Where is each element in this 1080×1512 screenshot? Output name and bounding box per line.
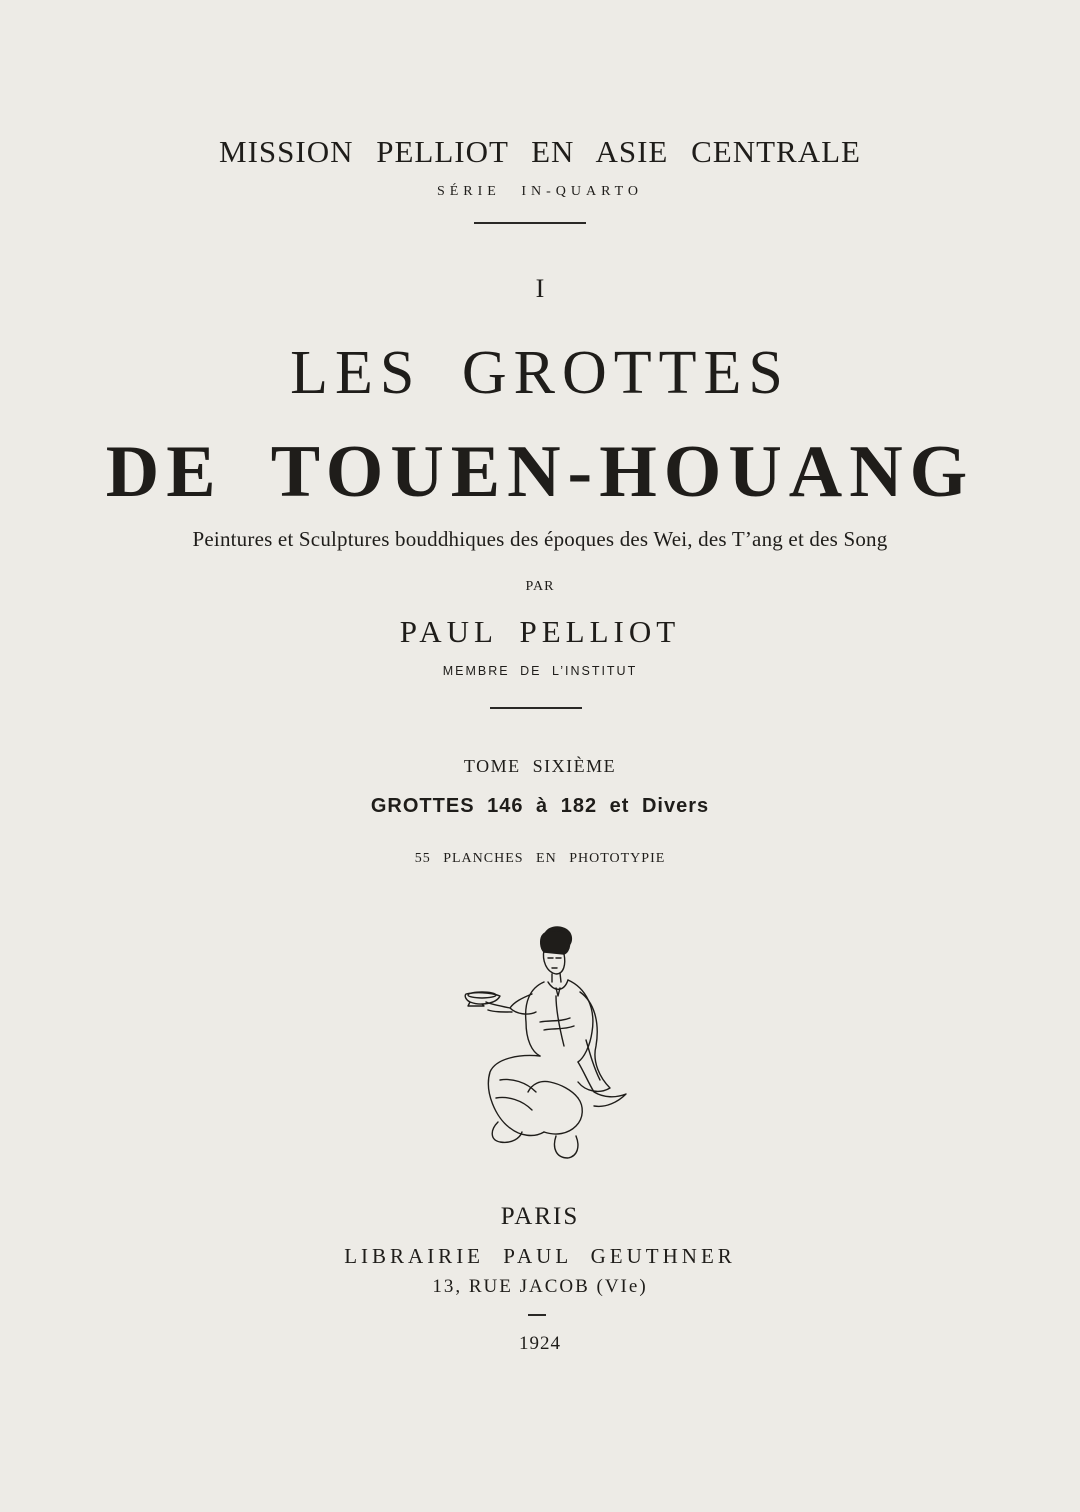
- author-name: PAUL PELLIOT: [399, 614, 681, 649]
- author-role: MEMBRE DE L’INSTITUT: [442, 664, 638, 678]
- divider-middle: [490, 707, 582, 709]
- imprint-publisher: LIBRAIRIE PAUL GEUTHNER: [344, 1244, 736, 1268]
- kneeling-figure-with-cup-icon: [460, 922, 640, 1162]
- plates-note: 55 PLANCHES EN PHOTOTYPIE: [414, 851, 666, 866]
- title-line-1: LES GROTTES: [290, 339, 790, 407]
- divider-dash: [528, 1314, 546, 1316]
- imprint-address: 13, RUE JACOB (VIe): [432, 1276, 648, 1297]
- imprint-place: PARIS: [500, 1203, 580, 1230]
- imprint-year: 1924: [519, 1333, 561, 1354]
- series-subtitle: SÉRIE IN-QUARTO: [436, 184, 644, 199]
- volume-number: I: [535, 274, 545, 303]
- subtitle: Peintures et Sculptures bouddhiques des époques des Wei, des T’ang et des Song: [192, 527, 888, 551]
- series-title: MISSION PELLIOT EN ASIE CENTRALE: [219, 134, 861, 169]
- tome-contents: GROTTES 146 à 182 et Divers: [370, 795, 710, 817]
- divider-top: [474, 222, 586, 224]
- by-label: PAR: [525, 579, 555, 594]
- title-line-2: DE TOUEN-HOUANG: [105, 431, 975, 513]
- tome-label: TOME SIXIÈME: [463, 756, 617, 776]
